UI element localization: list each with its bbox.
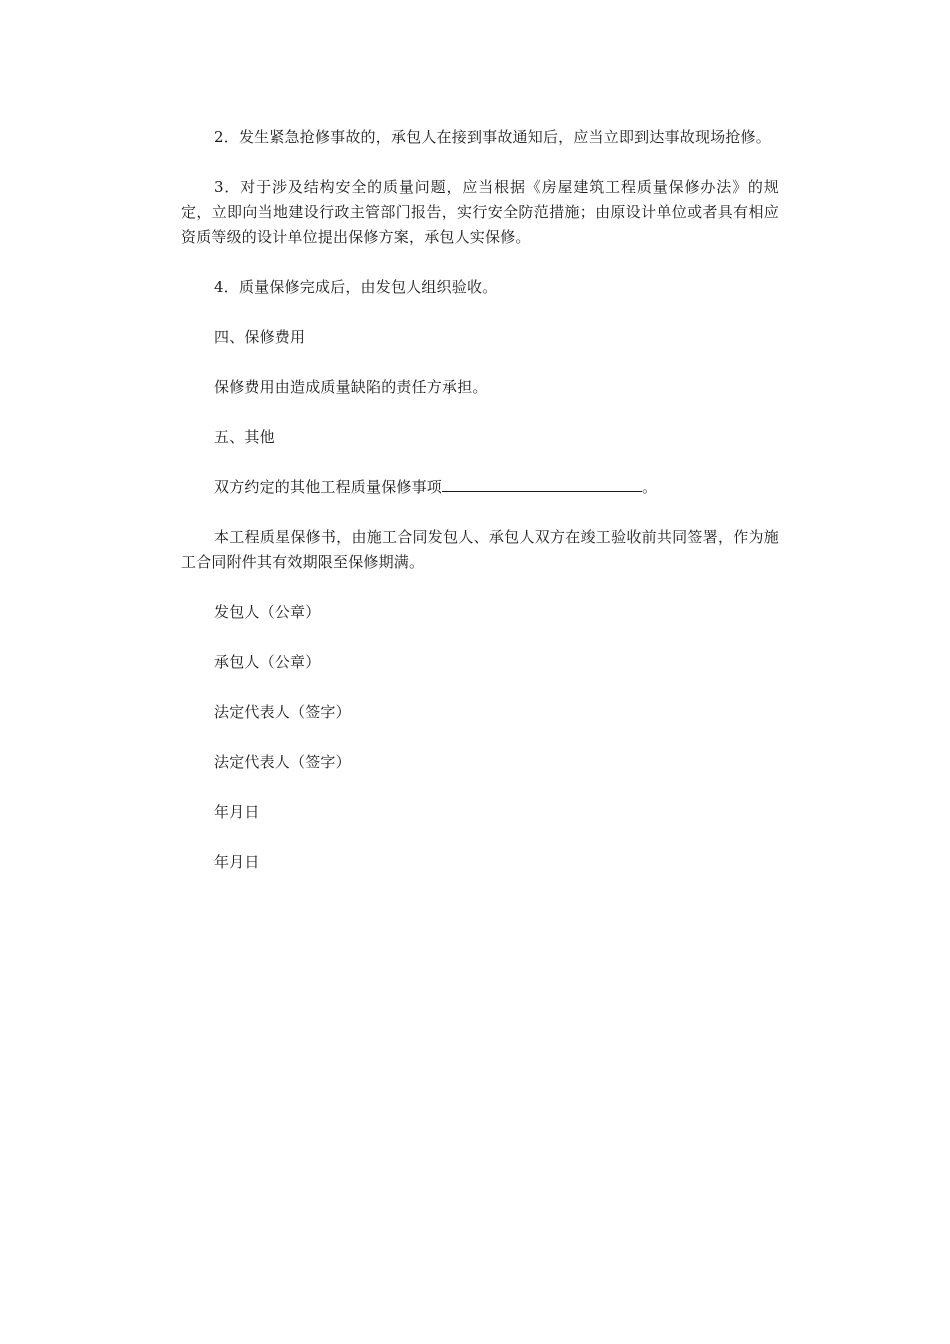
signature-legal-rep-employer: 法定代表人（签字） bbox=[214, 703, 351, 721]
other-matters-end: 。 bbox=[642, 478, 658, 496]
section-heading-repair-cost: 四、保修费用 bbox=[214, 328, 306, 346]
signature-legal-rep-contractor: 法定代表人（签字） bbox=[214, 753, 351, 771]
clause-structural-safety: 3．对于涉及结构安全的质量问题，应当根据《房屋建筑工程质量保修办法》的规定，立即向当地建设行政主管部门报告，实行安全防范措施；由原设计单位或者具有相应资质等级的设计单位提出保修方案，承包人实保修。 bbox=[181, 178, 779, 246]
section-heading-other: 五、其他 bbox=[214, 428, 275, 446]
signature-contractor-seal: 承包人（公章） bbox=[214, 653, 321, 671]
signature-date-employer: 年月日 bbox=[214, 803, 260, 821]
clause-repair-cost: 保修费用由造成质量缺陷的责任方承担。 bbox=[214, 378, 488, 396]
fill-in-blank-line[interactable] bbox=[442, 476, 642, 492]
signature-date-contractor: 年月日 bbox=[214, 853, 260, 871]
closing-paragraph: 本工程质星保修书，由施工合同发包人、承包人双方在竣工验收前共同签署，作为施工合同附件其有效期限至保修期满。 bbox=[181, 528, 779, 571]
document-body bbox=[181, 125, 779, 900]
clause-other-matters bbox=[181, 475, 779, 500]
signature-employer-seal: 发包人（公章） bbox=[214, 603, 321, 621]
clause-acceptance: 4．质量保修完成后，由发包人组织验收。 bbox=[214, 278, 498, 296]
clause-emergency-repair: 2．发生紧急抢修事故的，承包人在接到事故通知后，应当立即到达事故现场抢修。 bbox=[214, 128, 771, 146]
other-matters-text: 双方约定的其他工程质量保修事项 bbox=[214, 478, 443, 496]
